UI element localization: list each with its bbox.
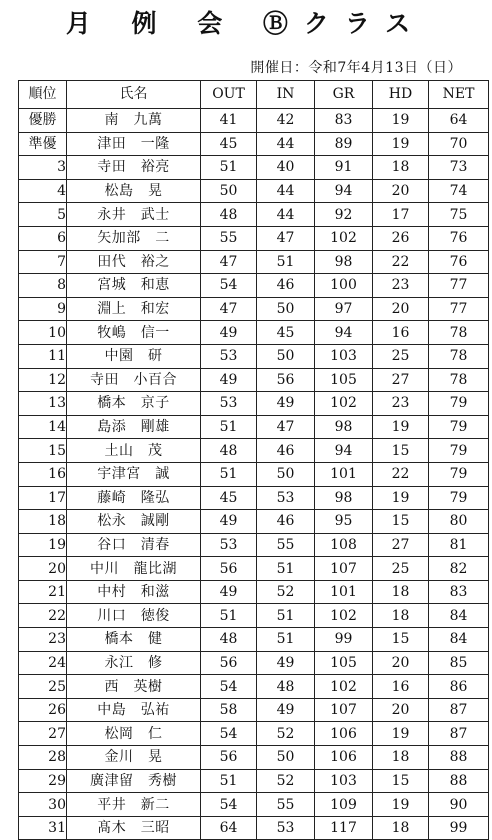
in-cell: 48 [257,675,315,699]
table-row [19,604,489,628]
gross-cell: 92 [315,203,373,227]
net-cell: 90 [429,793,489,817]
out-cell: 54 [201,793,257,817]
in-cell: 53 [257,486,315,510]
in-cell: 51 [257,628,315,652]
out-cell: 51 [201,415,257,439]
handicap-cell: 18 [373,156,429,180]
table-row [19,793,489,817]
rank-cell: 優勝 [19,109,67,133]
net-cell: 78 [429,321,489,345]
name-cell: 橋本 京子 [67,392,201,416]
rank-cell: 30 [19,793,67,817]
rank-cell: 3 [19,156,67,180]
gross-cell: 106 [315,746,373,770]
gross-cell: 106 [315,722,373,746]
net-cell: 87 [429,698,489,722]
table-row [19,368,489,392]
net-cell: 70 [429,132,489,156]
gross-cell: 102 [315,604,373,628]
table-row [19,628,489,652]
handicap-cell: 22 [373,250,429,274]
column-header-in: IN [257,81,315,109]
table-row [19,203,489,227]
rank-cell: 6 [19,226,67,250]
out-cell: 47 [201,250,257,274]
gross-cell: 105 [315,368,373,392]
gross-cell: 107 [315,698,373,722]
in-cell: 56 [257,368,315,392]
rank-cell: 5 [19,203,67,227]
out-cell: 41 [201,109,257,133]
rank-cell: 10 [19,321,67,345]
out-cell: 49 [201,368,257,392]
table-row [19,769,489,793]
in-cell: 52 [257,722,315,746]
table-row [19,510,489,534]
table-row [19,580,489,604]
rank-cell: 25 [19,675,67,699]
in-cell: 49 [257,698,315,722]
name-cell: 平井 新二 [67,793,201,817]
in-cell: 50 [257,462,315,486]
gross-cell: 103 [315,769,373,793]
rank-cell: 4 [19,179,67,203]
gross-cell: 94 [315,179,373,203]
net-cell: 99 [429,816,489,840]
handicap-cell: 20 [373,179,429,203]
net-cell: 84 [429,604,489,628]
name-cell: 金川 晃 [67,746,201,770]
table-row [19,557,489,581]
net-cell: 76 [429,250,489,274]
rank-cell: 7 [19,250,67,274]
handicap-cell: 25 [373,557,429,581]
out-cell: 53 [201,392,257,416]
gross-cell: 94 [315,321,373,345]
rank-cell: 22 [19,604,67,628]
out-cell: 58 [201,698,257,722]
handicap-cell: 25 [373,344,429,368]
handicap-cell: 19 [373,722,429,746]
table-row [19,533,489,557]
out-cell: 54 [201,722,257,746]
gross-cell: 108 [315,533,373,557]
event-date: 開催日：令和7年4月13日（日） [250,60,462,76]
out-cell: 51 [201,604,257,628]
out-cell: 51 [201,462,257,486]
name-cell: 田代 裕之 [67,250,201,274]
out-cell: 51 [201,769,257,793]
results-table [18,80,489,840]
name-cell: 津田 一隆 [67,132,201,156]
handicap-cell: 26 [373,226,429,250]
out-cell: 56 [201,746,257,770]
net-cell: 77 [429,297,489,321]
out-cell: 64 [201,816,257,840]
gross-cell: 100 [315,274,373,298]
handicap-cell: 15 [373,510,429,534]
net-cell: 87 [429,722,489,746]
in-cell: 46 [257,439,315,463]
table-row [19,698,489,722]
table-row [19,132,489,156]
column-header-net: NET [429,81,489,109]
out-cell: 50 [201,179,257,203]
handicap-cell: 15 [373,628,429,652]
net-cell: 79 [429,462,489,486]
in-cell: 50 [257,746,315,770]
rank-cell: 8 [19,274,67,298]
handicap-cell: 20 [373,698,429,722]
in-cell: 50 [257,344,315,368]
net-cell: 76 [429,226,489,250]
handicap-cell: 19 [373,132,429,156]
gross-cell: 98 [315,415,373,439]
handicap-cell: 23 [373,392,429,416]
net-cell: 82 [429,557,489,581]
out-cell: 48 [201,203,257,227]
in-cell: 51 [257,604,315,628]
rank-cell: 28 [19,746,67,770]
net-cell: 80 [429,510,489,534]
gross-cell: 95 [315,510,373,534]
name-cell: 永江 修 [67,651,201,675]
page-title: 月 例 会 Ⓑクラス [65,9,427,38]
in-cell: 42 [257,109,315,133]
gross-cell: 83 [315,109,373,133]
gross-cell: 89 [315,132,373,156]
gross-cell: 99 [315,628,373,652]
in-cell: 51 [257,250,315,274]
net-cell: 81 [429,533,489,557]
column-header-handicap: HD [373,81,429,109]
rank-cell: 18 [19,510,67,534]
rank-cell: 31 [19,816,67,840]
in-cell: 45 [257,321,315,345]
in-cell: 50 [257,297,315,321]
rank-cell: 準優 [19,132,67,156]
net-cell: 79 [429,486,489,510]
rank-cell: 21 [19,580,67,604]
name-cell: 中村 和滋 [67,580,201,604]
rank-cell: 20 [19,557,67,581]
handicap-cell: 16 [373,321,429,345]
in-cell: 47 [257,226,315,250]
handicap-cell: 19 [373,109,429,133]
table-row [19,321,489,345]
handicap-cell: 27 [373,368,429,392]
out-cell: 47 [201,297,257,321]
in-cell: 44 [257,179,315,203]
rank-cell: 24 [19,651,67,675]
net-cell: 74 [429,179,489,203]
in-cell: 44 [257,132,315,156]
rank-cell: 15 [19,439,67,463]
handicap-cell: 18 [373,604,429,628]
gross-cell: 117 [315,816,373,840]
net-cell: 75 [429,203,489,227]
handicap-cell: 16 [373,675,429,699]
name-cell: 川口 徳俊 [67,604,201,628]
name-cell: 淵上 和宏 [67,297,201,321]
rank-cell: 14 [19,415,67,439]
gross-cell: 109 [315,793,373,817]
out-cell: 45 [201,132,257,156]
handicap-cell: 15 [373,769,429,793]
name-cell: 橋本 健 [67,628,201,652]
net-cell: 73 [429,156,489,180]
table-row [19,651,489,675]
name-cell: 松島 晃 [67,179,201,203]
gross-cell: 107 [315,557,373,581]
name-cell: 寺田 小百合 [67,368,201,392]
handicap-cell: 19 [373,415,429,439]
table-row [19,486,489,510]
handicap-cell: 23 [373,274,429,298]
rank-cell: 27 [19,722,67,746]
handicap-cell: 15 [373,439,429,463]
name-cell: 西 英樹 [67,675,201,699]
name-cell: 寺田 裕亮 [67,156,201,180]
out-cell: 56 [201,651,257,675]
table-row [19,250,489,274]
column-header-gross: GR [315,81,373,109]
net-cell: 86 [429,675,489,699]
in-cell: 51 [257,557,315,581]
table-row [19,344,489,368]
in-cell: 53 [257,816,315,840]
net-cell: 79 [429,415,489,439]
name-cell: 松永 誠剛 [67,510,201,534]
rank-cell: 26 [19,698,67,722]
gross-cell: 91 [315,156,373,180]
name-cell: 南 九萬 [67,109,201,133]
out-cell: 49 [201,321,257,345]
table-row [19,226,489,250]
name-cell: 島添 剛雄 [67,415,201,439]
net-cell: 85 [429,651,489,675]
name-cell: 宮城 和恵 [67,274,201,298]
table-row [19,746,489,770]
table-row [19,816,489,840]
net-cell: 88 [429,746,489,770]
rank-cell: 12 [19,368,67,392]
table-header [19,81,489,109]
out-cell: 49 [201,510,257,534]
column-header-name: 氏名 [67,81,201,109]
net-cell: 79 [429,439,489,463]
name-cell: 谷口 清春 [67,533,201,557]
in-cell: 55 [257,533,315,557]
out-cell: 48 [201,628,257,652]
table-row [19,297,489,321]
gross-cell: 97 [315,297,373,321]
rank-cell: 11 [19,344,67,368]
in-cell: 52 [257,580,315,604]
in-cell: 47 [257,415,315,439]
table-row [19,109,489,133]
handicap-cell: 20 [373,297,429,321]
in-cell: 49 [257,651,315,675]
net-cell: 78 [429,344,489,368]
out-cell: 53 [201,344,257,368]
in-cell: 52 [257,769,315,793]
net-cell: 64 [429,109,489,133]
gross-cell: 105 [315,651,373,675]
name-cell: 牧嶋 信一 [67,321,201,345]
table-row [19,274,489,298]
out-cell: 53 [201,533,257,557]
column-header-rank: 順位 [19,81,67,109]
out-cell: 45 [201,486,257,510]
net-cell: 84 [429,628,489,652]
name-cell: 宇津宮 誠 [67,462,201,486]
table-body [19,109,489,840]
table-row [19,675,489,699]
gross-cell: 98 [315,486,373,510]
net-cell: 88 [429,769,489,793]
rank-cell: 23 [19,628,67,652]
out-cell: 51 [201,156,257,180]
table-row [19,462,489,486]
net-cell: 77 [429,274,489,298]
in-cell: 40 [257,156,315,180]
out-cell: 49 [201,580,257,604]
in-cell: 49 [257,392,315,416]
in-cell: 46 [257,274,315,298]
gross-cell: 94 [315,439,373,463]
name-cell: 土山 茂 [67,439,201,463]
handicap-cell: 18 [373,746,429,770]
out-cell: 56 [201,557,257,581]
table-row [19,392,489,416]
rank-cell: 16 [19,462,67,486]
name-cell: 中川 龍比湖 [67,557,201,581]
handicap-cell: 19 [373,793,429,817]
handicap-cell: 27 [373,533,429,557]
column-header-out: OUT [201,81,257,109]
rank-cell: 19 [19,533,67,557]
gross-cell: 98 [315,250,373,274]
header-row [19,81,489,109]
net-cell: 78 [429,368,489,392]
handicap-cell: 22 [373,462,429,486]
in-cell: 55 [257,793,315,817]
out-cell: 54 [201,274,257,298]
rank-cell: 13 [19,392,67,416]
gross-cell: 102 [315,226,373,250]
name-cell: 松岡 仁 [67,722,201,746]
gross-cell: 103 [315,344,373,368]
rank-cell: 17 [19,486,67,510]
handicap-cell: 19 [373,486,429,510]
table-row [19,415,489,439]
gross-cell: 101 [315,462,373,486]
name-cell: 中島 弘祐 [67,698,201,722]
table-row [19,156,489,180]
name-cell: 髙木 三昭 [67,816,201,840]
name-cell: 永井 武士 [67,203,201,227]
name-cell: 矢加部 二 [67,226,201,250]
name-cell: 藤崎 隆弘 [67,486,201,510]
net-cell: 79 [429,392,489,416]
out-cell: 55 [201,226,257,250]
handicap-cell: 20 [373,651,429,675]
table-row [19,179,489,203]
gross-cell: 102 [315,675,373,699]
rank-cell: 9 [19,297,67,321]
rank-cell: 29 [19,769,67,793]
name-cell: 廣津留 秀樹 [67,769,201,793]
out-cell: 54 [201,675,257,699]
handicap-cell: 18 [373,816,429,840]
handicap-cell: 17 [373,203,429,227]
out-cell: 48 [201,439,257,463]
gross-cell: 101 [315,580,373,604]
gross-cell: 102 [315,392,373,416]
name-cell: 中園 研 [67,344,201,368]
in-cell: 46 [257,510,315,534]
net-cell: 83 [429,580,489,604]
handicap-cell: 18 [373,580,429,604]
in-cell: 44 [257,203,315,227]
table-row [19,722,489,746]
table-row [19,439,489,463]
